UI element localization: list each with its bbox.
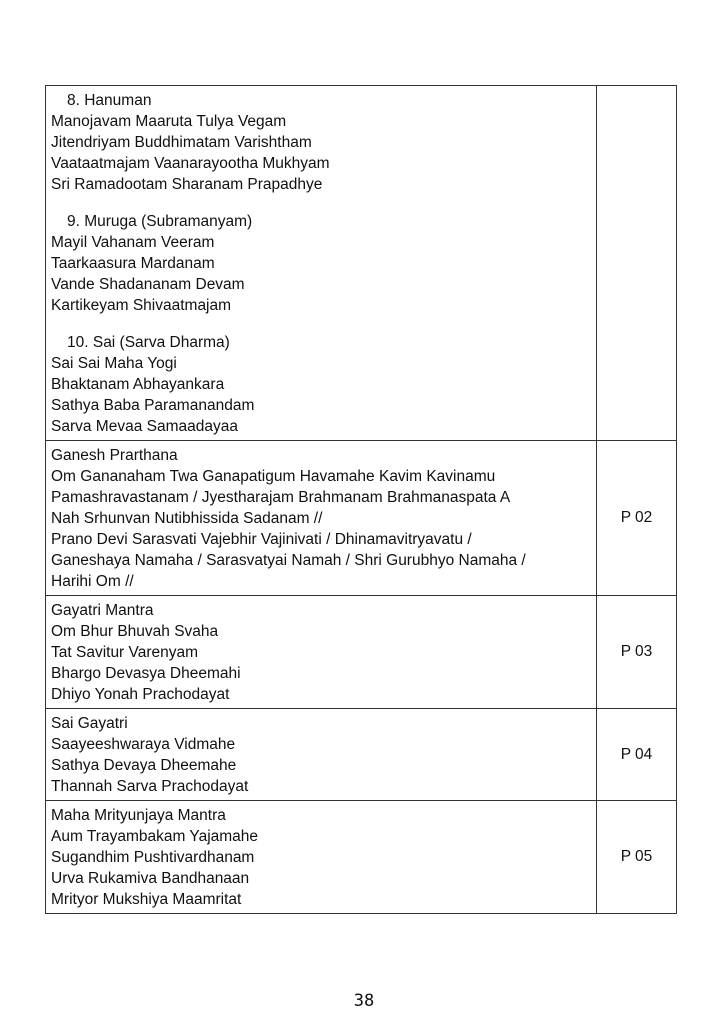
prayer-title: Gayatri Mantra bbox=[51, 602, 154, 619]
prayer-line: Sathya Devaya Dheemahe bbox=[51, 757, 237, 774]
prayer-line: Nah Srhunvan Nutibhissida Sadanam // bbox=[51, 510, 323, 527]
page-ref-cell: P 02 bbox=[597, 441, 677, 596]
prayer-line: Ganeshaya Namaha / Sarasvatyai Namah / Shri Gurubhyo Namaha / bbox=[51, 552, 526, 569]
prayer-line: Harihi Om // bbox=[51, 573, 134, 590]
prayer-line: Om Gananaham Twa Ganapatigum Havamahe Kavim Kavinamu bbox=[51, 468, 496, 485]
page-ref-cell bbox=[597, 86, 677, 441]
table-row bbox=[46, 86, 677, 441]
prayer-line: Sugandhim Pushtivardhanam bbox=[51, 849, 255, 866]
prayer-line: Sri Ramadootam Sharanam Prapadhye bbox=[51, 176, 323, 193]
prayer-line: Jitendriyam Buddhimatam Varishtham bbox=[51, 134, 312, 151]
prayer-line: Prano Devi Sarasvati Vajebhir Vajinivati / Dhinamavitryavatu / bbox=[51, 531, 472, 548]
section-heading: 10. Sai (Sarva Dharma) bbox=[67, 334, 230, 351]
prayer-line: Manojavam Maaruta Tulya Vegam bbox=[51, 113, 287, 130]
prayer-line: Sai Sai Maha Yogi bbox=[51, 355, 177, 372]
section-heading: 8. Hanuman bbox=[67, 92, 152, 109]
prayer-line: Mrityor Mukshiya Maamritat bbox=[51, 891, 242, 908]
prayer-line: Tat Savitur Varenyam bbox=[51, 644, 199, 661]
page-ref-cell: P 05 bbox=[597, 801, 677, 914]
prayer-text-cell bbox=[46, 709, 597, 801]
table-row bbox=[46, 596, 677, 709]
page-ref-cell: P 03 bbox=[597, 596, 677, 709]
prayer-line: Vande Shadananam Devam bbox=[51, 276, 245, 293]
prayer-line: Thannah Sarva Prachodayat bbox=[51, 778, 249, 795]
page-number: 38 bbox=[353, 991, 375, 1011]
prayer-line: Dhiyo Yonah Prachodayat bbox=[51, 686, 230, 703]
prayer-line: Saayeeshwaraya Vidmahe bbox=[51, 736, 236, 753]
prayer-table bbox=[45, 85, 677, 914]
prayer-line: Bhargo Devasya Dheemahi bbox=[51, 665, 241, 682]
prayer-line: Sathya Baba Paramanandam bbox=[51, 397, 255, 414]
prayer-text-cell bbox=[46, 441, 597, 596]
prayer-line: Vaataatmajam Vaanarayootha Mukhyam bbox=[51, 155, 330, 172]
prayer-title: Ganesh Prarthana bbox=[51, 447, 178, 464]
prayer-text-cell bbox=[46, 596, 597, 709]
table-row bbox=[46, 441, 677, 596]
prayer-line: Taarkaasura Mardanam bbox=[51, 255, 215, 272]
prayer-line: Bhaktanam Abhayankara bbox=[51, 376, 225, 393]
prayer-title: Sai Gayatri bbox=[51, 715, 128, 732]
prayer-title: Maha Mrityunjaya Mantra bbox=[51, 807, 226, 824]
table-row bbox=[46, 801, 677, 914]
page-ref-cell: P 04 bbox=[597, 709, 677, 801]
prayer-line: Mayil Vahanam Veeram bbox=[51, 234, 215, 251]
prayer-line: Aum Trayambakam Yajamahe bbox=[51, 828, 259, 845]
prayer-line: Sarva Mevaa Samaadayaa bbox=[51, 418, 238, 435]
prayer-line: Kartikeyam Shivaatmajam bbox=[51, 297, 232, 314]
prayer-line: Urva Rukamiva Bandhanaan bbox=[51, 870, 250, 887]
table-row bbox=[46, 709, 677, 801]
prayer-line: Om Bhur Bhuvah Svaha bbox=[51, 623, 219, 640]
prayer-text-cell bbox=[46, 801, 597, 914]
prayer-line: Pamashravastanam / Jyestharajam Brahmanam Brahmanaspata A bbox=[51, 489, 511, 506]
section-heading: 9. Muruga (Subramanyam) bbox=[67, 213, 253, 230]
prayer-text-cell bbox=[46, 86, 597, 441]
spacer bbox=[51, 195, 592, 211]
spacer bbox=[51, 316, 592, 332]
